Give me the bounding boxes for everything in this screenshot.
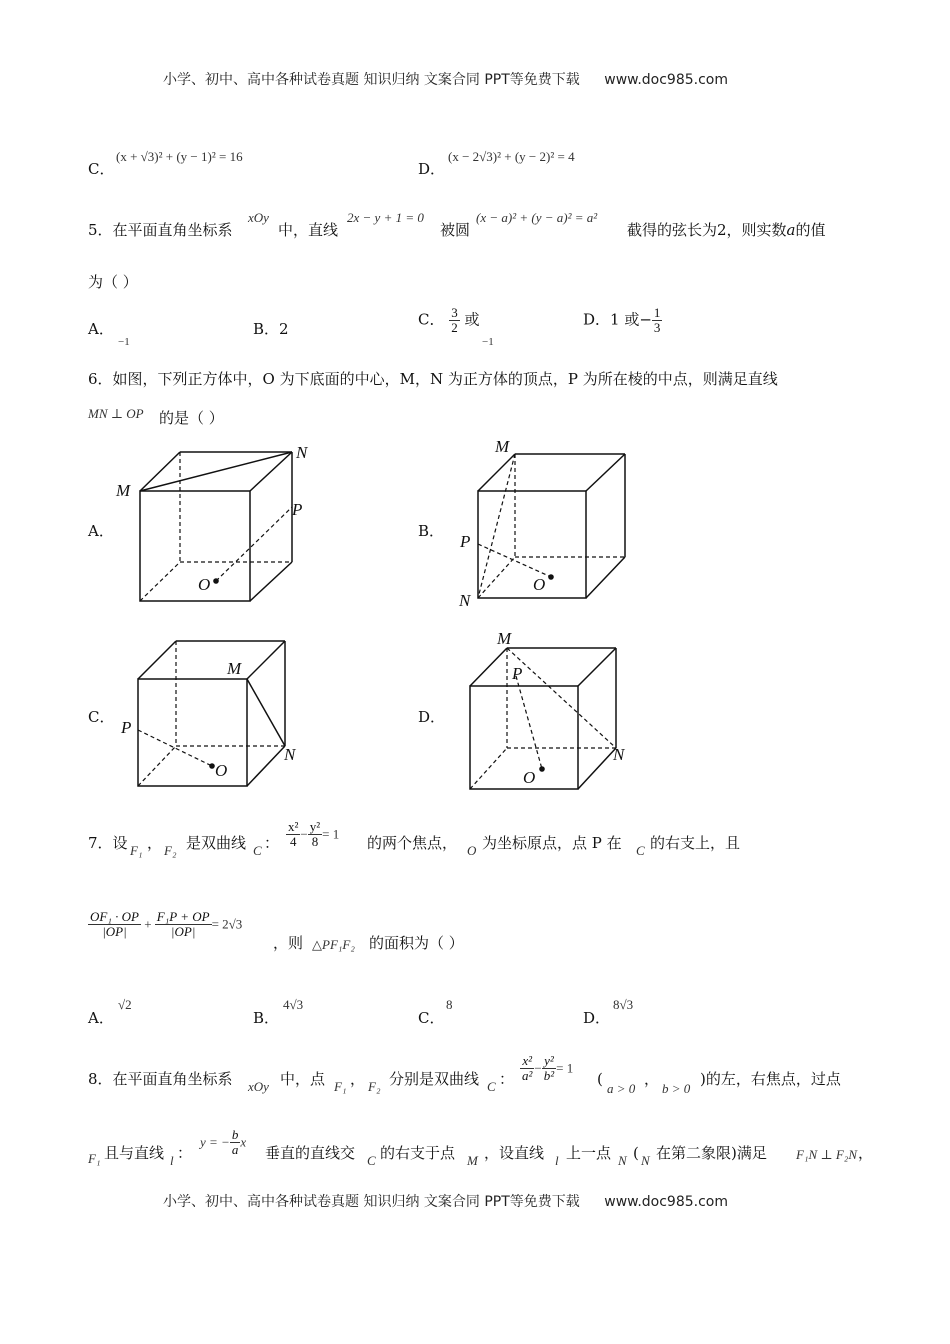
cube-d-line-op <box>516 676 542 769</box>
q8-tail: )的左，右焦点，过点 <box>700 1070 841 1088</box>
q8-l2-n2: N <box>641 1153 650 1168</box>
footer-site[interactable]: www.doc985.com <box>604 1194 728 1210</box>
q8-cond1: a > 0 <box>607 1081 636 1096</box>
q7-option-c <box>418 1009 444 1027</box>
q7-mid4: 的右支上，且 <box>650 834 741 852</box>
q4-c-label: C． <box>88 160 115 178</box>
q5-tail2: 的值 <box>795 221 826 239</box>
q5-option-a <box>88 320 114 338</box>
q8-num: 8．在平面直角坐标系 <box>88 1070 233 1088</box>
cube-c-label-n: N <box>284 745 296 764</box>
q8-l2-c: C <box>367 1153 376 1168</box>
cube-figure-d <box>445 626 655 796</box>
q7-f-num1: OF₁ · OP <box>90 909 139 924</box>
q5-c-num: 3 <box>451 305 458 320</box>
q7-vector-eq: $\frac{\text{OF₁ · OP}}{|OP|}$ + $\frac{\text{F₁P + OP}}{|OP|}$ = 2√3 <box>90 909 243 939</box>
q8-y-num: y² <box>542 1054 556 1069</box>
q8-frac-x <box>520 1054 534 1083</box>
q5-c-label: C． <box>418 310 445 329</box>
q8-mid2: 分别是双曲线 <box>389 1070 480 1088</box>
q5-tail <box>627 221 826 239</box>
q6-label-a: A． <box>88 522 114 540</box>
q5-tail-text: 截得的弦长为2，则实数 <box>627 221 787 239</box>
footer-text: 小学、初中、高中各种试卷真题 知识归纳 文案合同 PPT等免费下载 <box>163 1194 580 1210</box>
header-text: 小学、初中、高中各种试卷真题 知识归纳 文案合同 PPT等免费下载 <box>163 72 580 88</box>
q5-a-label: A． <box>88 320 114 338</box>
q7-f-den1: |OP| <box>102 924 127 939</box>
q7-colon: ： <box>264 834 280 852</box>
q7-y-num: y² <box>309 819 321 834</box>
q5-var: a <box>786 221 796 239</box>
q5-circle-eq: (x − a)² + (y − a)² = a² <box>476 210 598 225</box>
cube-c-label-p: P <box>121 718 132 737</box>
q8-c: C <box>487 1079 496 1094</box>
q5-line-eq: 2x − y + 1 = 0 <box>347 210 424 225</box>
q4-option-c <box>88 160 114 178</box>
q7-option-b <box>253 1009 279 1027</box>
cube-b-label-m: M <box>495 437 510 456</box>
q8-frac-y <box>542 1054 556 1083</box>
cube-a-line-op <box>216 507 292 581</box>
q5-line1 <box>88 221 233 239</box>
cube-d-label-o: O <box>523 768 536 787</box>
q8-l2-colon: ： <box>177 1144 193 1162</box>
q5-c-or: 或 <box>464 310 480 329</box>
q7-f-num2: F₁P + OP <box>156 909 210 924</box>
cube-b-point-o <box>548 574 554 580</box>
cube-a-line-mn <box>140 452 292 491</box>
q8-l2-d-txt: ，设直线 <box>484 1144 545 1162</box>
cube-figure-c <box>110 634 320 794</box>
q7-b-label: B． <box>253 1009 280 1027</box>
q5-mid2: 被圆 <box>440 221 471 239</box>
q7-f2: F₂ <box>164 843 177 858</box>
q8-cond2: b > 0 <box>662 1081 691 1096</box>
q8-paren-open: ( <box>597 1070 603 1088</box>
q5-coord: xOy <box>248 210 269 225</box>
q8-l2-end: ， <box>858 1144 874 1162</box>
q7-a-label: A． <box>88 1009 114 1027</box>
q7-frac-x <box>286 820 300 849</box>
q7-mid3: 为坐标原点，点 P 在 <box>482 834 622 852</box>
q7-f1: F₁ <box>130 843 143 858</box>
q5-d-den: 3 <box>653 320 661 335</box>
q8-x-den: a² <box>522 1068 533 1083</box>
q5-option-c <box>418 306 480 335</box>
q8-hyperbola-eq: $\frac{\text{x²}}{\text{a²}}$ − $\frac{\text{y²}}{\text{b²}}$ = 1 <box>522 1053 574 1083</box>
cube-c-label-o: O <box>215 761 228 780</box>
q7-num: 7．设 <box>88 834 128 852</box>
q5-option-b: B．2 <box>253 320 289 338</box>
cube-c-line-mn <box>247 679 285 746</box>
q4-c-expr: (x + √3)² + (y − 1)² = 16 <box>116 149 243 164</box>
q8-coord: xOy <box>248 1079 269 1094</box>
cube-d-label-p: P <box>512 664 523 683</box>
q8-colon: ： <box>499 1070 515 1088</box>
q6-line1: 6．如图，下列正方体中，O 为下底面的中心，M，N 为正方体的顶点，P 为所在棱的中点，则满足直线 <box>88 370 778 388</box>
cube-figure-a <box>110 440 320 610</box>
q8-l2-l: l <box>170 1153 174 1168</box>
q7-c-label: C． <box>418 1009 445 1027</box>
q5-option-d <box>583 306 662 335</box>
q8-y-den: b² <box>543 1068 555 1083</box>
q7-x-den: 4 <box>289 834 297 849</box>
q7-c: C <box>253 843 262 858</box>
q8-l2-e-txt: 上一点 <box>566 1144 612 1162</box>
q8-l2-cond: F₁N ⊥ F₂N <box>796 1147 857 1162</box>
q8-l2-m: M <box>467 1153 478 1168</box>
cube-b-front-face <box>478 491 586 598</box>
q7-c-val: 8 <box>446 997 453 1012</box>
q4-d-expr: (x − 2√3)² + (y − 2)² = 4 <box>448 149 575 164</box>
q7-b-val: 4√3 <box>283 997 304 1012</box>
q5-c-den: 2 <box>451 320 458 335</box>
page-footer <box>163 1193 728 1211</box>
q5-a-val: −1 <box>118 336 130 348</box>
q8-l2-line-eq <box>200 1128 246 1157</box>
q8-l2-x: x <box>240 1134 247 1150</box>
q5-d-num: 1 <box>653 305 661 320</box>
cube-d-point-o <box>539 766 545 772</box>
q7-mid2: 的两个焦点， <box>367 834 458 852</box>
q7-d-label: D． <box>583 1009 611 1027</box>
cube-b-label-o: O <box>533 575 546 594</box>
q7-f-rhs: = 2√3 <box>211 916 243 932</box>
cube-a-label-o: O <box>198 575 211 594</box>
cube-a-point-o <box>213 578 219 584</box>
q8-l2-g-txt: 在第二象限)满足 <box>656 1144 767 1162</box>
q7-frac1 <box>88 910 141 939</box>
cube-b-label-p: P <box>460 532 471 551</box>
q8-l2-eq-pre: y = − <box>200 1134 230 1150</box>
q8-f1: F₁ <box>334 1079 347 1094</box>
q6-cond: MN ⊥ OP <box>88 406 144 421</box>
q7-rhs: = 1 <box>322 826 340 842</box>
q7-option-a <box>88 1009 114 1027</box>
cube-d-label-m: M <box>497 629 512 648</box>
q5-d-sign: − <box>639 310 652 329</box>
q7-frac-y <box>308 820 322 849</box>
cube-c-line-op <box>138 730 212 766</box>
q8-x-num: x² <box>520 1054 534 1069</box>
q4-option-d <box>418 160 445 178</box>
q8-l2-a-den: a <box>231 1142 239 1157</box>
header-site[interactable]: www.doc985.com <box>604 72 728 88</box>
cube-d-label-n: N <box>613 745 625 764</box>
q5-num: 5．在平面直角坐标系 <box>88 221 233 239</box>
q6-label-b: B． <box>418 522 445 540</box>
q6-label-d: D． <box>418 708 446 726</box>
q8-rhs: = 1 <box>556 1060 574 1076</box>
q8-l2-b-txt: 垂直的直线交 <box>265 1144 356 1162</box>
q7-c2: C <box>636 843 645 858</box>
q7-tri: △PF₁F₂ <box>312 937 355 952</box>
q8-l2-c-txt: 的右支于点 <box>380 1144 456 1162</box>
q7-y-den: 8 <box>311 834 319 849</box>
q5-c-val: −1 <box>482 336 494 348</box>
q6-line2: 的是（ ） <box>159 409 224 427</box>
q7-comma: ， <box>147 834 163 852</box>
cube-b-line-mn <box>478 454 515 598</box>
q8-f2: F₂ <box>368 1079 381 1094</box>
q7-frac2 <box>155 910 212 939</box>
page-header <box>163 71 728 89</box>
q5-mid1: 中，直线 <box>278 221 339 239</box>
q8-l2-b: b <box>231 1127 239 1142</box>
q7-a-val: √2 <box>118 997 132 1012</box>
q6-label-c: C． <box>88 708 115 726</box>
cube-c-front-face <box>138 679 247 786</box>
q8-l2-l2: l <box>555 1153 559 1168</box>
cube-d-line-mn <box>507 648 616 748</box>
q4-d-label: D． <box>418 160 446 178</box>
q8-l2-f-txt: ( <box>633 1144 639 1162</box>
q5-d-frac <box>652 306 663 335</box>
q7-mid: 是双曲线 <box>186 834 247 852</box>
q7-x-num: x² <box>288 819 299 834</box>
q7-hyperbola-eq: $\frac{\text{x²}}{4}$ − $\frac{\text{y²}}{8}$ = 1 <box>288 819 340 849</box>
q7-tail: ，则 <box>273 934 304 952</box>
cube-a-label-m: M <box>116 481 131 500</box>
q8-l2-f1: F₁ <box>88 1151 101 1166</box>
cube-c-label-m: M <box>227 659 242 678</box>
cube-a-label-p: P <box>292 500 303 519</box>
cube-figure-b <box>445 432 655 612</box>
q7-o: O <box>467 843 477 858</box>
q8-l2-frac <box>230 1128 241 1157</box>
q7-option-d <box>583 1009 610 1027</box>
q5-line2: 为（ ） <box>88 273 138 291</box>
q8-sep: ， <box>644 1070 660 1088</box>
q7-tail2: 的面积为（ ） <box>369 934 464 952</box>
q8-l2-n: N <box>618 1153 627 1168</box>
q7-d-val: 8√3 <box>613 997 634 1012</box>
q5-d-label: D．1 或 <box>583 310 640 329</box>
cube-b-label-n: N <box>459 591 471 610</box>
q7-f-den2: |OP| <box>170 924 196 939</box>
cube-c-point-o <box>209 763 215 769</box>
q8-comma: ， <box>350 1070 366 1088</box>
cube-a-label-n: N <box>296 443 308 462</box>
q5-c-frac <box>449 306 460 335</box>
q8-mid1: 中，点 <box>280 1070 326 1088</box>
q8-l2-a: 且与直线 <box>104 1144 165 1162</box>
